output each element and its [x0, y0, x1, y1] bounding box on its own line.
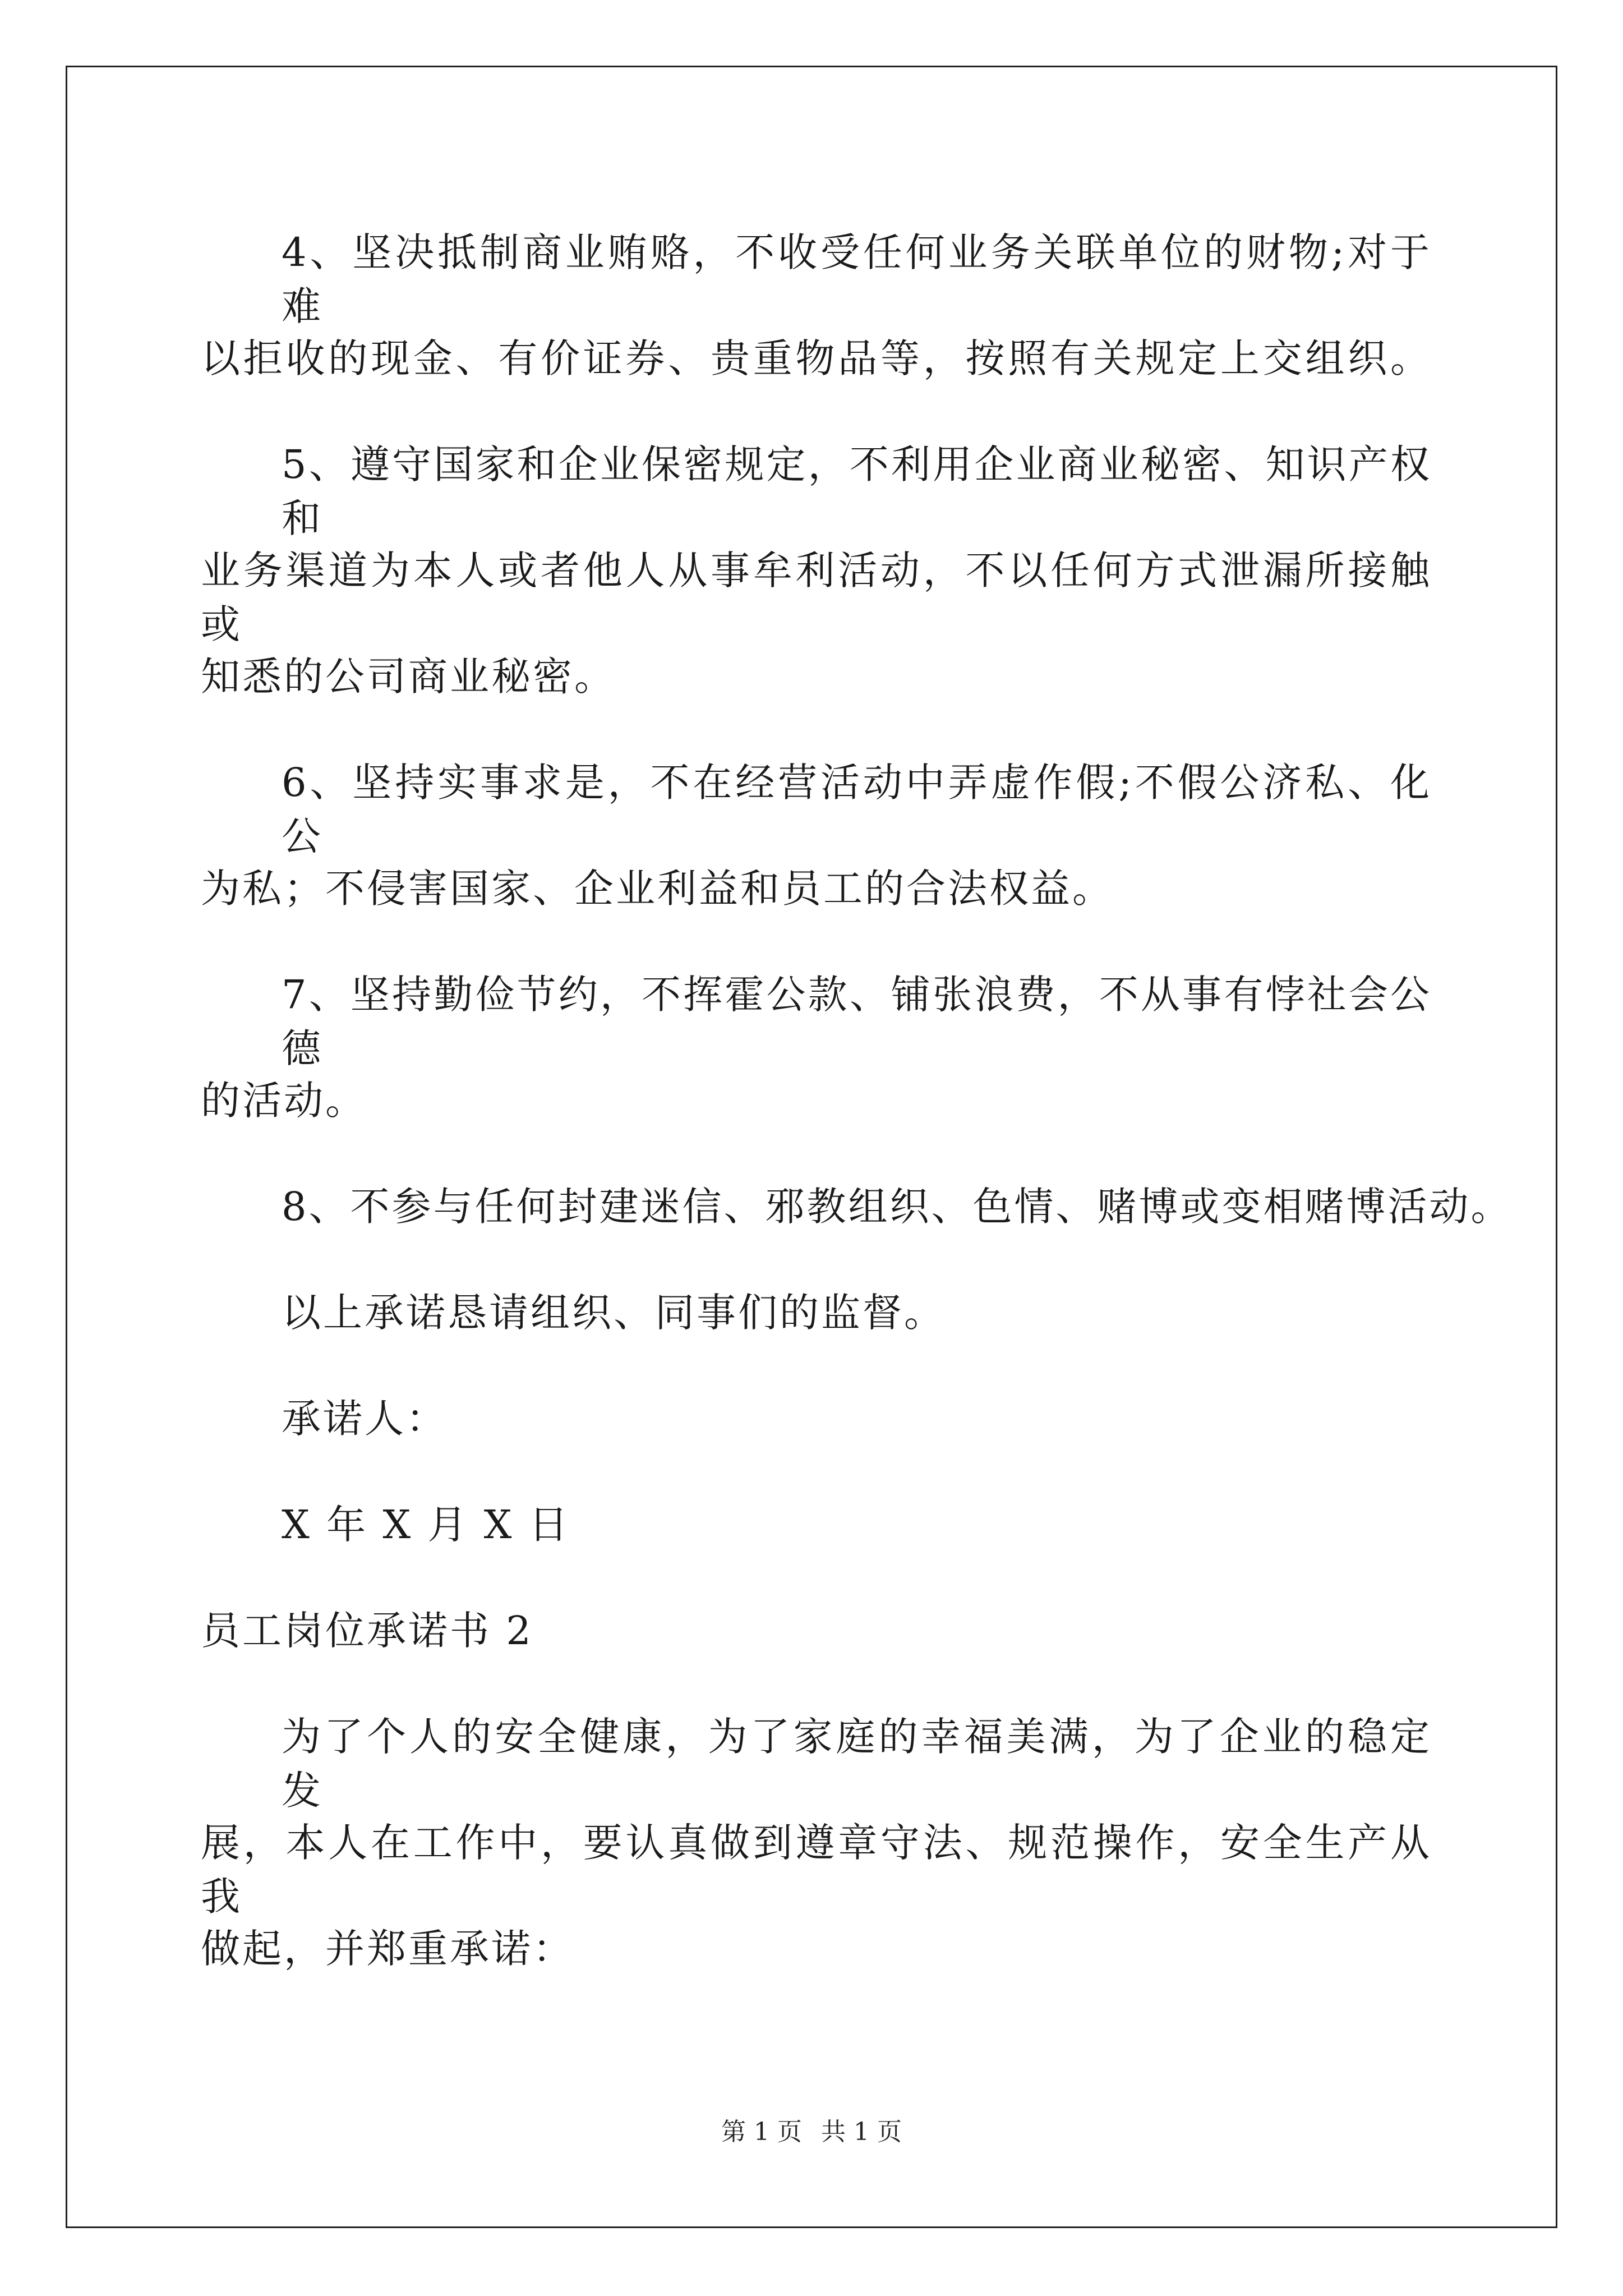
paragraph-line: 的活动。	[201, 1078, 367, 1124]
paragraph-line: 7、坚持勤俭节约，不挥霍公款、铺张浪费，不从事有悖社会公德	[282, 972, 1432, 1071]
paragraph-line: 8、不参与任何封建迷信、邪教组织、色情、赌博或变相赌博活动。	[282, 1184, 1513, 1230]
signatory-label: 承诺人：	[282, 1396, 448, 1442]
page-number: 第 1 页	[721, 2118, 802, 2146]
paragraph-line: 为了个人的安全健康，为了家庭的幸福美满，为了企业的稳定发	[282, 1714, 1432, 1814]
paragraph-line: 以上承诺恳请组织、同事们的监督。	[282, 1290, 946, 1336]
page-total: 共 1 页	[821, 2118, 902, 2146]
paragraph-line: 以拒收的现金、有价证券、贵重物品等，按照有关规定上交组织。	[201, 335, 1432, 381]
paragraph-line: 知悉的公司商业秘密。	[201, 654, 616, 700]
paragraph-line: 4、坚决抵制商业贿赂，不收受任何业务关联单位的财物;对于难	[282, 229, 1432, 329]
page-border	[66, 66, 1557, 2228]
paragraph-line: 展，本人在工作中，要认真做到遵章守法、规范操作，安全生产从我	[201, 1820, 1432, 1920]
page-footer	[0, 2116, 1623, 2148]
date-line: X 年 X 月 X 日	[282, 1502, 570, 1548]
paragraph-line: 6、坚持实事求是，不在经营活动中弄虚作假;不假公济私、化公	[282, 760, 1432, 859]
paragraph-line: 做起，并郑重承诺：	[201, 1926, 574, 1972]
paragraph-line: 为私；不侵害国家、企业利益和员工的合法权益。	[201, 866, 1114, 912]
paragraph-line: 5、遵守国家和企业保密规定，不利用企业商业秘密、知识产权和	[282, 441, 1432, 541]
paragraph-line: 业务渠道为本人或者他人从事牟利活动，不以任何方式泄漏所接触或	[201, 547, 1432, 647]
section-title: 员工岗位承诺书 2	[201, 1608, 533, 1654]
